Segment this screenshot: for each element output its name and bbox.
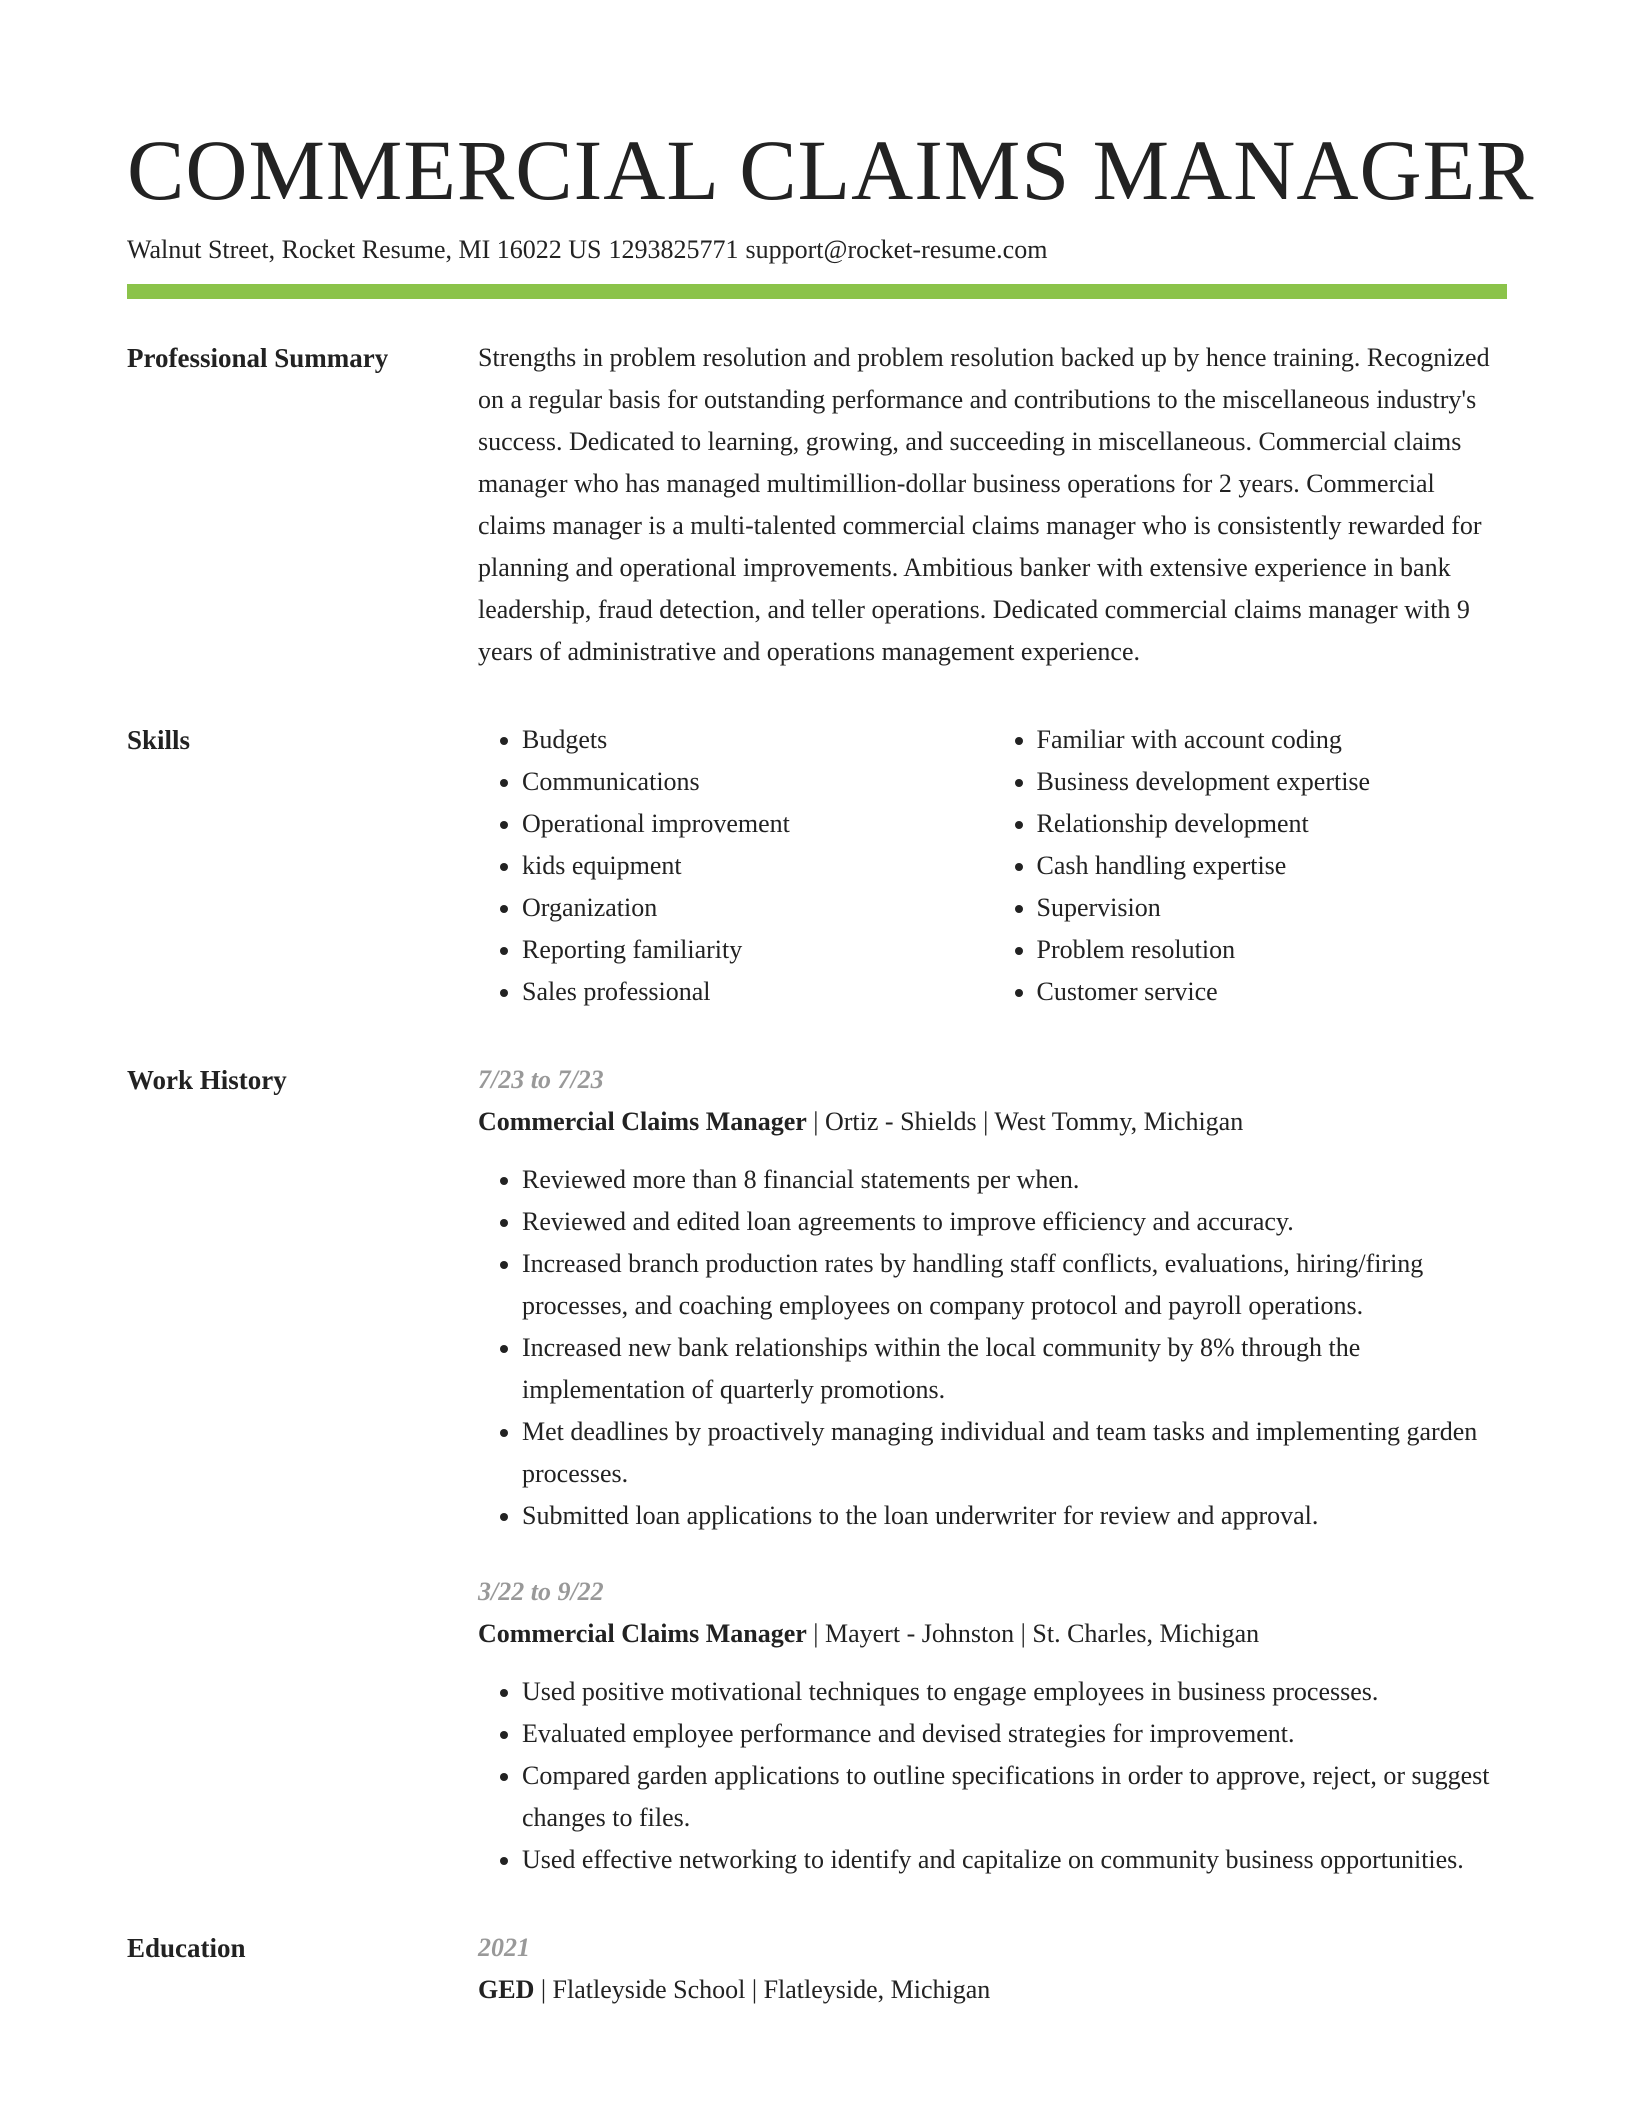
contact-email: support@rocket-resume.com — [745, 235, 1048, 264]
job-date: 3/22 to 9/22 — [478, 1577, 604, 1606]
header-divider — [127, 284, 1507, 299]
job-bullet: • Increased branch production rates by handling staff conflicts, evaluations, hiring/firing processes, and coaching employees on company protocol and payroll operations. — [522, 1243, 1507, 1327]
job-entry — [478, 1571, 1507, 1881]
skill-item: • Business development expertise — [1037, 761, 1508, 803]
job-bullet: • Reviewed and edited loan agreements to improve efficiency and accuracy. — [522, 1201, 1507, 1243]
job-bullet: • Used effective networking to identify and capitalize on community business opportunities. — [522, 1839, 1507, 1881]
skill-item: • Problem resolution — [1037, 929, 1508, 971]
job-bullet: • Submitted loan applications to the loan underwriter for review and approval. — [522, 1495, 1507, 1537]
job-bullet: • Used positive motivational techniques to engage employees in business processes. — [522, 1671, 1507, 1713]
job-title-line — [478, 1613, 1507, 1655]
skill-item: • Supervision — [1037, 887, 1508, 929]
skill-item: • Operational improvement — [522, 803, 993, 845]
work-history-section — [127, 1059, 1507, 1881]
skills-list-left — [478, 719, 993, 1013]
contact-address: Walnut Street, Rocket Resume, MI 16022 US — [127, 235, 602, 264]
job-bullets — [478, 1159, 1507, 1537]
contact-phone: 1293825771 — [608, 235, 739, 264]
work-history-heading: Work History — [127, 1065, 287, 1095]
job-bullet: • Increased new bank relationships within the local community by 8% through the implementation of quarterly promotions. — [522, 1327, 1507, 1411]
job-title-line — [478, 1101, 1507, 1143]
skills-section — [127, 719, 1507, 1013]
job-role: Commercial Claims Manager — [478, 1107, 807, 1136]
resume-name: COMMERCIAL CLAIMS MANAGER — [127, 122, 1535, 218]
job-date: 7/23 to 7/23 — [478, 1065, 604, 1094]
job-bullets — [478, 1671, 1507, 1881]
skill-item: • Communications — [522, 761, 993, 803]
education-line — [478, 1969, 1507, 2011]
summary-heading: Professional Summary — [127, 343, 389, 373]
job-role: Commercial Claims Manager — [478, 1619, 807, 1648]
summary-section — [127, 337, 1507, 673]
job-details: | Ortiz - Shields | West Tommy, Michigan — [806, 1107, 1244, 1136]
skill-item: • Budgets — [522, 719, 993, 761]
job-bullet: • Reviewed more than 8 financial statements per when. — [522, 1159, 1507, 1201]
job-entry — [478, 1059, 1507, 1537]
education-degree: GED — [478, 1975, 535, 2004]
job-bullet: • Met deadlines by proactively managing individual and team tasks and implementing garden processes. — [522, 1411, 1507, 1495]
contact-line — [127, 232, 1507, 268]
education-date: 2021 — [478, 1933, 530, 1962]
skill-item: • Reporting familiarity — [522, 929, 993, 971]
skill-item: • Relationship development — [1037, 803, 1508, 845]
summary-text: Strengths in problem resolution and problem resolution backed up by hence training. Recognized on a regular basis for outstanding performance and contributions to the miscellaneous industry's success. Dedicated to learning, growing, and succeeding in miscellaneous. Commercial claims manager who has managed multimillion-dollar business operations for 2 years. Commercial claims manager is a multi-talented commercial claims manager who is consistently rewarded for planning and operational improvements. Ambitious banker with extensive experience in bank leadership, fraud detection, and teller operations. Dedicated commercial claims manager with 9 years of administrative and operations management experience. — [478, 343, 1490, 666]
education-heading: Education — [127, 1933, 246, 1963]
education-section — [127, 1927, 1507, 2011]
skills-list-right — [993, 719, 1508, 1013]
job-bullet: • Compared garden applications to outline specifications in order to approve, reject, or suggest changes to files. — [522, 1755, 1507, 1839]
skills-heading: Skills — [127, 725, 191, 755]
skill-item: • Familiar with account coding — [1037, 719, 1508, 761]
education-details: | Flatleyside School | Flatleyside, Michigan — [534, 1975, 991, 2004]
skill-item: • Sales professional — [522, 971, 993, 1013]
job-details: | Mayert - Johnston | St. Charles, Michigan — [806, 1619, 1260, 1648]
skill-item: • Customer service — [1037, 971, 1508, 1013]
skill-item: • kids equipment — [522, 845, 993, 887]
skill-item: • Organization — [522, 887, 993, 929]
skill-item: • Cash handling expertise — [1037, 845, 1508, 887]
job-bullet: • Evaluated employee performance and devised strategies for improvement. — [522, 1713, 1507, 1755]
